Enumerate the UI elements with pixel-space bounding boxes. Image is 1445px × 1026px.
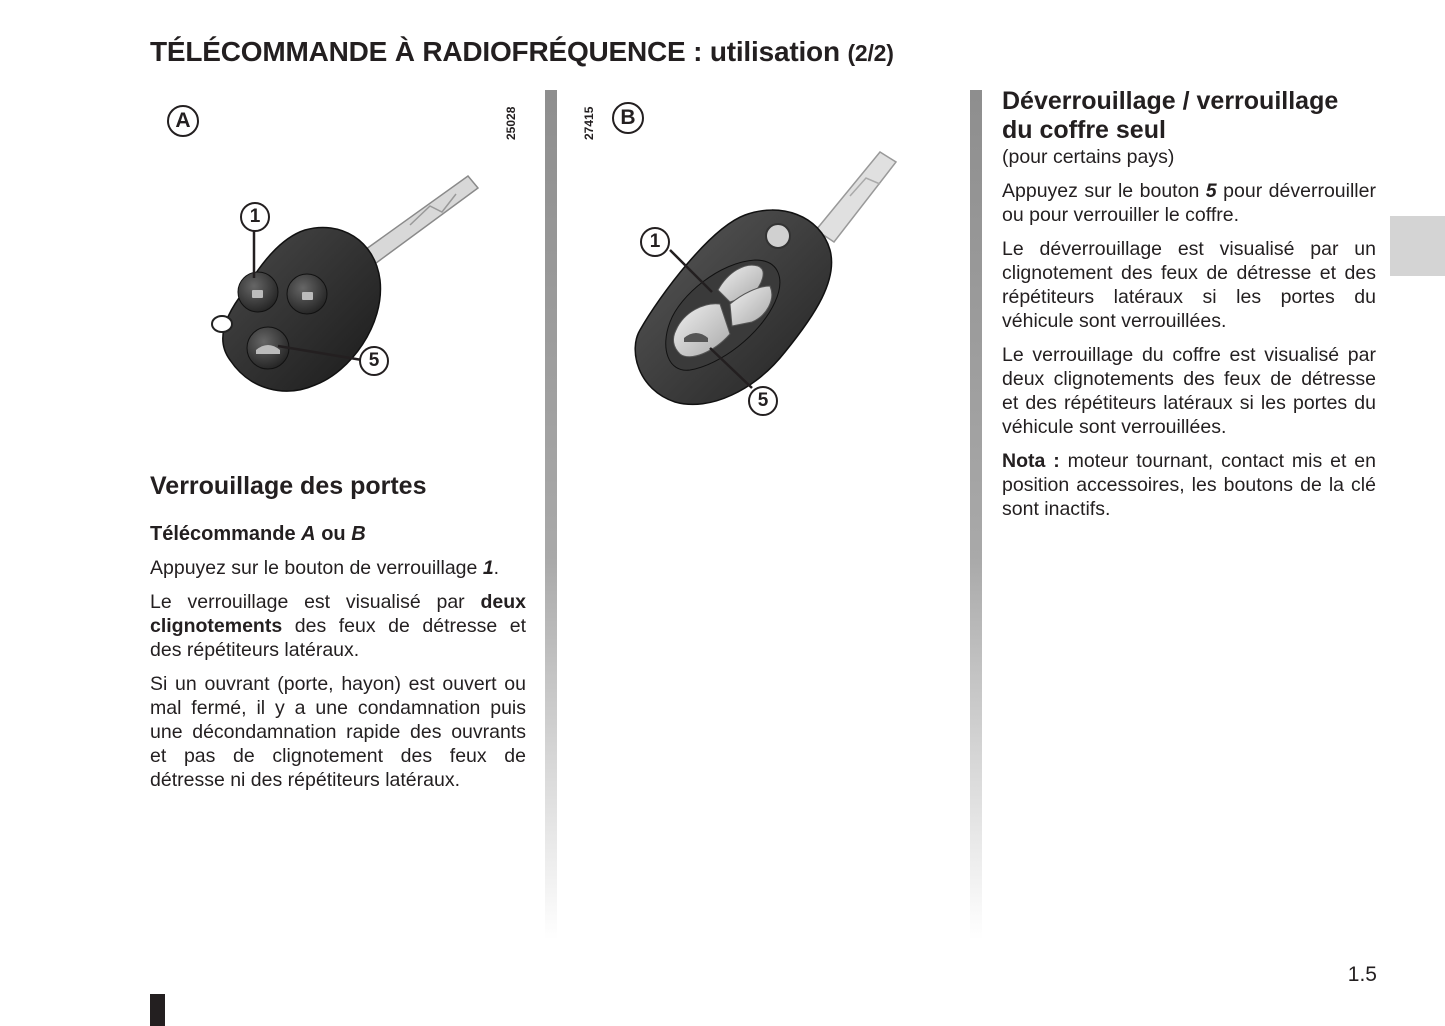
trunk-paragraph-2: Le déverrouillage est visualisé par un clignotement des feux de détresse et des répétiteurs latéraux si les portes du véhicule sont verrouillées. xyxy=(1002,238,1376,332)
locking-paragraph-2-bold: deux clignotements xyxy=(150,591,526,637)
remote-b-ref: B xyxy=(351,523,366,545)
button-1-ref: 1 xyxy=(482,557,494,579)
right-column xyxy=(1002,87,1376,531)
remote-subheading xyxy=(150,522,526,546)
figure-b-callout-5: 5 xyxy=(748,386,778,416)
section-heading-door-locking: Verrouillage des portes xyxy=(150,472,427,500)
country-note: (pour certains pays) xyxy=(1002,146,1175,168)
locking-paragraph-3: Si un ouvrant (porte, hayon) est ouvert ou mal fermé, il y a une condamnation puis une décondamnation rapide des ouvrants et pas de clignotement des feux de détresse ni des répétiteurs latéraux. xyxy=(150,673,526,791)
left-column xyxy=(150,472,526,802)
column-divider-right xyxy=(970,90,982,940)
page-title xyxy=(150,36,894,68)
figure-b-letter: B xyxy=(612,102,644,134)
nota-text: moteur tournant, contact mis et en position accessoires, les boutons de la clé sont inactifs. xyxy=(1002,450,1376,520)
locking-paragraph-2 xyxy=(150,590,526,662)
page-number: 1.5 xyxy=(1347,963,1377,986)
nota-label: Nota : xyxy=(1002,450,1060,472)
figure-a-ref: 25028 xyxy=(504,106,518,140)
remote-subheading-label: Télécommande xyxy=(150,523,296,545)
page-title-fraction: (2/2) xyxy=(847,40,894,66)
section-tab-marker xyxy=(1390,216,1445,276)
locking-paragraph-2-post: des feux de détresse et des répétiteurs latéraux. xyxy=(150,615,526,661)
remote-subheading-or: ou xyxy=(321,523,346,545)
button-5-ref: 5 xyxy=(1205,180,1217,202)
lock-symbol-icon xyxy=(252,290,263,298)
column-divider-left xyxy=(545,90,557,940)
figure-b-callout-1: 1 xyxy=(640,227,670,257)
remote-a-ref: A xyxy=(301,523,316,545)
locking-paragraph-1-end: . xyxy=(493,557,500,579)
unlock-symbol-icon xyxy=(302,292,313,300)
figure-b xyxy=(580,90,960,430)
page-title-main: TÉLÉCOMMANDE À RADIOFRÉQUENCE : utilisation xyxy=(150,36,840,67)
figure-b-ref: 27415 xyxy=(582,106,596,140)
trunk-paragraph-1 xyxy=(1002,179,1376,227)
figure-a-callout-5: 5 xyxy=(359,346,389,376)
key-illustration-b xyxy=(580,90,960,430)
locking-paragraph-2-pre: Le verrouillage est visualisé par xyxy=(150,591,465,613)
footer-marker-bar xyxy=(150,994,165,1026)
locking-paragraph-1 xyxy=(150,556,526,580)
key-illustration-a xyxy=(150,90,530,430)
section-heading-trunk xyxy=(1002,87,1376,145)
blade-release-button xyxy=(766,224,790,248)
trunk-paragraph-3: Le verrouillage du coffre est visualisé par deux clignotements des feux de détresse et des répétiteurs latéraux si les portes du véhicule sont verrouillées. xyxy=(1002,344,1376,438)
section-heading-trunk-line2: du coffre seul xyxy=(1002,116,1166,144)
figure-a-callout-1: 1 xyxy=(240,202,270,232)
figure-a-letter: A xyxy=(167,105,199,137)
key-blade-b xyxy=(816,152,896,242)
nota-paragraph xyxy=(1002,449,1376,521)
locking-paragraph-1-text: Appuyez sur le bouton de verrouillage xyxy=(150,557,478,579)
section-heading-trunk-line1: Déverrouillage / verrouillage xyxy=(1002,87,1339,115)
key-blade-a xyxy=(362,176,478,266)
trunk-paragraph-1-pre: Appuyez sur le bouton xyxy=(1002,180,1200,202)
figure-a xyxy=(150,90,530,430)
trunk-paragraph-1-post: pour déverrouiller ou pour verrouiller le coffre. xyxy=(1002,180,1376,226)
